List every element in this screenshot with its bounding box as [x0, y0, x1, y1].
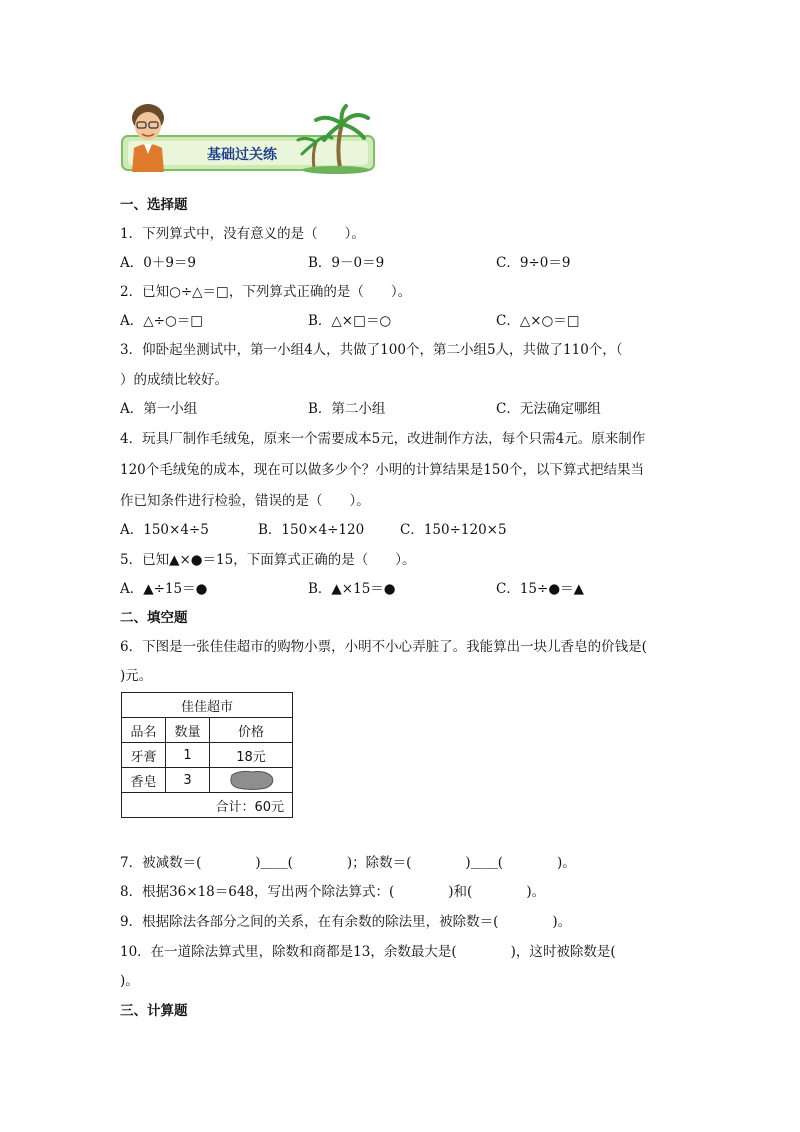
banner-illustration: [118, 96, 380, 176]
receipt-header-row: [122, 718, 293, 743]
receipt-header-price: 价格: [209, 718, 292, 743]
receipt-item-price: 18元: [209, 743, 292, 768]
question-1-option-b: B．9－0＝9: [308, 255, 385, 271]
table-row: [122, 743, 293, 768]
section-banner: [118, 96, 380, 176]
receipt-header-qty: 数量: [165, 718, 209, 743]
question-3-option-b: B．第二小组: [308, 401, 386, 417]
question-4-option-a: A．150×4÷5: [120, 522, 209, 538]
question-4-option-c: C．150÷120×5: [400, 522, 507, 538]
question-10-line-1: 10．在一道除法算式里，除数和商都是13，余数最大是( )，这时被除数是(: [120, 944, 616, 960]
question-1-option-c: C．9÷0＝9: [496, 255, 571, 271]
receipt-store-name: 佳佳超市: [122, 693, 293, 718]
question-4-line-2: 120个毛绒兔的成本，现在可以做多少个？小明的计算结果是150个，以下算式把结果当: [120, 462, 645, 478]
question-2-stem: 2．已知○÷△＝□，下列算式正确的是（ ）。: [120, 284, 412, 300]
receipt-item-name: 牙膏: [122, 743, 166, 768]
question-2-option-b: B．△×□＝○: [308, 313, 392, 329]
question-2-option-a: A．△÷○＝□: [120, 313, 203, 329]
question-1-option-a: A．0＋9＝9: [120, 255, 197, 271]
question-3-option-a: A．第一小组: [120, 401, 198, 417]
question-3-option-c: C．无法确定哪组: [496, 401, 601, 417]
question-4-option-b: B．150×4÷120: [258, 522, 365, 538]
receipt-total: 合计：60元: [122, 793, 293, 818]
question-7: 7．被减数＝( )＿＿( )；除数＝( )＿＿( )。: [120, 855, 576, 871]
question-1-stem: 1．下列算式中，没有意义的是（ ）。: [120, 226, 365, 242]
section-title-choice: 一、选择题: [120, 197, 188, 213]
smudge-icon: [226, 769, 276, 791]
question-5-option-a: A．▲÷15＝●: [120, 581, 208, 597]
banner-title: 基础过关练: [207, 147, 277, 163]
question-5-stem: 5．已知▲×●＝15，下面算式正确的是（ ）。: [120, 552, 416, 568]
receipt-header-name: 品名: [122, 718, 166, 743]
question-6-line-1: 6．下图是一张佳佳超市的购物小票，小明不小心弄脏了。我能算出一块儿香皂的价钱是(: [120, 639, 647, 655]
question-2-option-c: C．△×○＝□: [496, 313, 580, 329]
question-3-line-2: ）的成绩比较好。: [120, 372, 228, 388]
question-6-line-2: )元。: [120, 668, 153, 684]
question-4-line-3: 作已知条件进行检验，错误的是（ ）。: [120, 493, 370, 509]
receipt-item-price-smudged: [209, 768, 292, 793]
receipt-item-qty: 1: [165, 743, 209, 768]
question-9: 9．根据除法各部分之间的关系，在有余数的除法里，被除数＝( )。: [120, 914, 572, 930]
receipt-total-row: [122, 793, 293, 818]
receipt-table: [121, 692, 293, 818]
table-row: [122, 768, 293, 793]
receipt-store-row: [122, 693, 293, 718]
question-5-option-b: B．▲×15＝●: [308, 581, 396, 597]
receipt-item-name: 香皂: [122, 768, 166, 793]
question-10-line-2: )。: [120, 973, 139, 989]
question-3-line-1: 3．仰卧起坐测试中，第一小组4人，共做了100个，第二小组5人，共做了110个，（: [120, 342, 623, 358]
question-4-line-1: 4．玩具厂制作毛绒兔，原来一个需要成本5元，改进制作方法，每个只需4元。原来制作: [120, 431, 646, 447]
section-title-fill-blank: 二、填空题: [120, 610, 188, 626]
section-title-calculation: 三、计算题: [120, 1003, 188, 1019]
receipt-item-qty: 3: [165, 768, 209, 793]
question-5-option-c: C．15÷●＝▲: [496, 581, 584, 597]
question-8: 8．根据36×18＝648，写出两个除法算式：( )和( )。: [120, 884, 546, 900]
